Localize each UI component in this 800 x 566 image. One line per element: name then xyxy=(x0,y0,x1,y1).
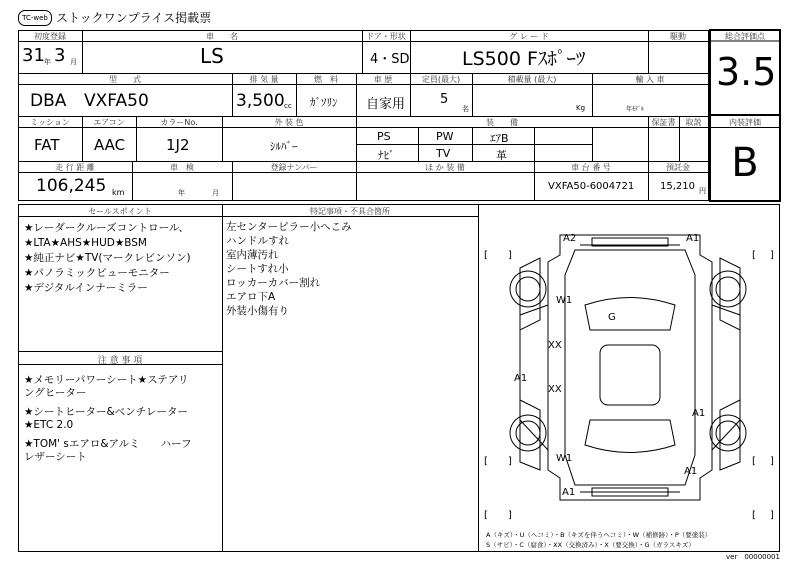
label-history: 車 歴 xyxy=(373,75,393,84)
bracket: [ xyxy=(484,510,488,521)
list-item: 室内薄汚れ xyxy=(226,249,279,261)
legend-line-1: A（キズ）・U（ヘコミ）・B（キズを伴うヘコミ）・W（補修跡）・P（要塗装） xyxy=(486,531,712,539)
import-note: 年ﾓﾃﾞﾙ xyxy=(626,106,645,113)
label-model: 型 式 xyxy=(109,75,141,84)
list-item: 外装小傷有り xyxy=(226,305,289,317)
interior-grade-value: B xyxy=(731,140,759,186)
list-item: ★ETC 2.0 xyxy=(24,419,74,431)
list-item: ★パノラミックビューモニター xyxy=(24,267,170,279)
bracket: ] xyxy=(770,456,774,467)
capacity-value: 5 xyxy=(440,92,449,107)
label-mission: ミッション xyxy=(30,118,70,127)
label-exterior-color: 外 装 色 xyxy=(274,118,304,127)
list-item: ★TOM' sエアロ&アルミ ハーフ xyxy=(24,438,192,450)
inspection-month-unit: 月 xyxy=(212,189,219,197)
equip-navi: ﾅﾋﾞ xyxy=(378,149,395,162)
list-item: 左センターピラー小へこみ xyxy=(226,221,352,233)
list-item: シートすれ小 xyxy=(226,263,289,275)
label-total-grade: 総合評価点 xyxy=(725,32,765,41)
damage-mark: W1 xyxy=(556,453,573,464)
displacement-value: 3,500 xyxy=(236,91,285,111)
displacement-unit: cc xyxy=(284,102,292,110)
label-import: 輸 入 車 xyxy=(635,75,665,84)
sales-points-title: セールスポイント xyxy=(88,207,152,216)
model-prefix: DBA xyxy=(30,91,67,111)
chassis-no-value: VXFA50-6004721 xyxy=(548,181,635,192)
mileage-value: 106,245 xyxy=(36,176,107,196)
door-shape: 4・SD xyxy=(370,52,410,67)
list-item: ★デジタルインナーミラー xyxy=(24,282,148,294)
bracket: [ xyxy=(484,250,488,261)
legend-line-2: S（サビ）・C（腐食）・XX（交換済み）・X（要交換）・G（ガラスキズ） xyxy=(486,541,695,549)
month-unit: 月 xyxy=(70,58,77,66)
label-load: 積載量 (最大) xyxy=(507,75,557,84)
bracket: ] xyxy=(508,250,512,261)
label-grade: グ レ ー ド xyxy=(509,32,549,41)
bracket: ] xyxy=(508,510,512,521)
car-diagram xyxy=(510,235,746,500)
bracket: [ xyxy=(752,250,756,261)
mission-value: FAT xyxy=(34,136,60,154)
fuel-value: ｶﾞｿﾘﾝ xyxy=(310,96,338,109)
label-inspection: 車 検 xyxy=(170,163,194,172)
damage-mark: A1 xyxy=(684,466,698,477)
exterior-color-value: ｼﾙﾊﾞｰ xyxy=(270,140,298,153)
damage-mark: W1 xyxy=(556,295,573,306)
equip-leather: 革 xyxy=(496,149,507,162)
label-mileage: 走 行 距 離 xyxy=(55,163,95,172)
damage-mark: A2 xyxy=(563,233,577,244)
damage-mark: A1 xyxy=(514,373,528,384)
equip-tv: TV xyxy=(436,147,451,160)
aircon-value: AAC xyxy=(94,136,126,154)
damage-mark: A1 xyxy=(692,408,706,419)
model-code: VXFA50 xyxy=(84,91,149,111)
first-reg-year: 31 xyxy=(22,45,45,66)
label-interior-grade: 内装評価 xyxy=(729,118,761,127)
list-item: ★レーダークルーズコントロール、 xyxy=(24,222,190,234)
label-capacity: 定員(最大) xyxy=(421,75,461,84)
label-est-price: 預託金 xyxy=(666,163,690,172)
capacity-unit: 名 xyxy=(462,105,469,113)
total-grade-value: 3.5 xyxy=(716,50,777,94)
damage-mark: G xyxy=(608,312,616,323)
list-item: ロッカーカバー割れ xyxy=(226,277,321,289)
label-other-equipment: ほ か 装 備 xyxy=(425,163,465,172)
est-price-unit: 円 xyxy=(699,187,706,195)
label-fuel: 燃 料 xyxy=(314,75,338,84)
year-unit: 年 xyxy=(44,58,51,66)
label-car-name: 車 名 xyxy=(206,32,238,41)
special-notes-title: 特記事項・不具合箇所 xyxy=(310,207,390,216)
bracket: [ xyxy=(484,456,488,467)
bracket: ] xyxy=(770,250,774,261)
equip-airbag: ｴｱB xyxy=(490,132,509,145)
label-door: ドア・形状 xyxy=(366,32,406,41)
list-item: エアロ下A xyxy=(226,291,276,303)
bracket: ] xyxy=(770,510,774,521)
label-warranty: 保証書 xyxy=(651,118,676,127)
list-item: ハンドルすれ xyxy=(226,235,289,247)
mileage-unit: km xyxy=(112,188,125,197)
damage-mark: XX xyxy=(548,384,562,395)
damage-mark: XX xyxy=(548,340,562,351)
page-title: ストックワンプライス掲載票 xyxy=(56,11,212,25)
label-manual: 取説 xyxy=(685,118,702,127)
grade-value: LS500 Fｽﾎﾟｰﾂ xyxy=(462,48,586,70)
label-displacement: 排 気 量 xyxy=(249,75,279,84)
label-equipment: 装 備 xyxy=(486,118,518,127)
equip-pw: PW xyxy=(436,130,454,143)
label-reg-number: 登録ナンバー xyxy=(270,163,318,172)
est-price-value: 15,210 xyxy=(660,181,695,192)
logo: TC-web xyxy=(18,10,52,26)
caution-list xyxy=(24,374,192,464)
label-chassis-no: 車 台 番 号 xyxy=(571,163,611,172)
bracket: [ xyxy=(752,510,756,521)
equip-ps: PS xyxy=(377,130,391,143)
special-notes-list xyxy=(226,220,352,318)
label-color-no: カラーNo. xyxy=(160,118,198,127)
list-item: ★メモリーパワーシート★ステアリ xyxy=(24,374,189,386)
version-label: ver 00000001 xyxy=(726,553,780,561)
color-no-value: 1J2 xyxy=(166,136,190,154)
list-item: ングヒーター xyxy=(24,387,87,399)
damage-mark: A1 xyxy=(562,487,576,498)
load-unit: Kg xyxy=(576,104,586,112)
list-item: ★シートヒーター&ベンチレーター xyxy=(24,406,188,418)
list-item: レザーシート xyxy=(24,451,87,463)
first-reg-month: 3 xyxy=(54,45,66,66)
damage-mark: A1 xyxy=(686,233,700,244)
car-name: LS xyxy=(200,44,224,68)
bracket: [ xyxy=(752,456,756,467)
bracket: ] xyxy=(508,456,512,467)
caution-title: 注 意 事 項 xyxy=(97,356,143,366)
history-value: 自家用 xyxy=(366,97,406,112)
sales-points-list xyxy=(24,221,191,296)
label-drive: 駆動 xyxy=(670,32,686,41)
list-item: ★純正ナビ★TV(マークレビンソン) xyxy=(24,252,191,264)
inspection-year-unit: 年 xyxy=(178,189,185,197)
list-item: ★LTA★AHS★HUD★BSM xyxy=(24,237,147,249)
label-aircon: エアコン xyxy=(93,118,125,127)
label-first-reg: 初度登録 xyxy=(34,32,66,41)
